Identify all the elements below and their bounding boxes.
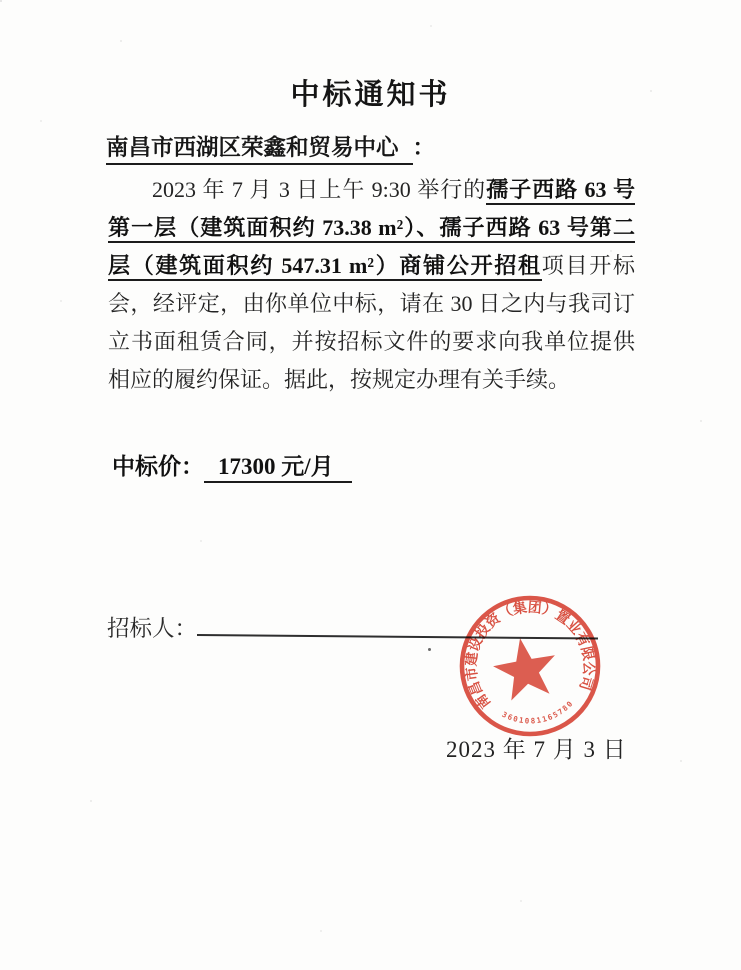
seal-svg xyxy=(455,591,605,741)
seal-serial-number: 3601081165780 xyxy=(500,698,576,726)
bidder-line xyxy=(107,611,197,643)
bid-price-label: 中标价： xyxy=(112,454,204,479)
body-paragraph xyxy=(108,172,635,400)
body-text: 2023 年 7 月 3 日上午 9:30 举行的 xyxy=(152,177,487,202)
addressee-line xyxy=(106,130,435,165)
svg-text:南昌市建设投资（集团）置业有限公司 xyxy=(455,591,603,714)
body-text: 相应的履约保证。据此，按规定办理有关手续。 xyxy=(108,367,571,392)
body-text: 立书面租赁合同，并按招标文件的要求向我单位提供 xyxy=(108,329,635,354)
paragraph-line xyxy=(108,286,635,324)
paragraph-line xyxy=(108,324,635,362)
underlined-bold-text: 第一层（建筑面积约 73.38 m²）、孺子西路 63 号第二 xyxy=(108,215,635,243)
underlined-bold-text: 层（建筑面积约 547.31 m²）商铺公开招租 xyxy=(108,253,542,281)
paragraph-line xyxy=(108,172,635,210)
star-icon xyxy=(489,633,561,703)
underlined-bold-text: 孺子西路 63 号 xyxy=(486,177,635,205)
document-title: 中标通知书 xyxy=(290,79,451,111)
scan-artifact-dot xyxy=(428,648,431,651)
paragraph-line xyxy=(108,362,635,400)
bidder-label: 招标人： xyxy=(107,616,198,641)
body-text: 项目开标 xyxy=(541,253,635,278)
paragraph-line xyxy=(108,210,635,248)
body-text: 会，经评定，由你单位中标，请在 30 日之内与我司订 xyxy=(108,291,635,316)
addressee-colon: ： xyxy=(412,135,436,160)
company-seal-stamp xyxy=(455,591,605,741)
date-line: 2023 年 7 月 3 日 xyxy=(446,737,627,762)
addressee-name: 南昌市西湖区荣鑫和贸易中心 xyxy=(106,130,413,165)
bid-price-line xyxy=(112,448,352,481)
scan-noise xyxy=(0,0,2,2)
seal-company-text: 南昌市建设投资（集团）置业有限公司 xyxy=(464,600,596,711)
paragraph-line xyxy=(108,248,635,286)
bid-price-value: 17300 元/月 xyxy=(204,454,352,483)
